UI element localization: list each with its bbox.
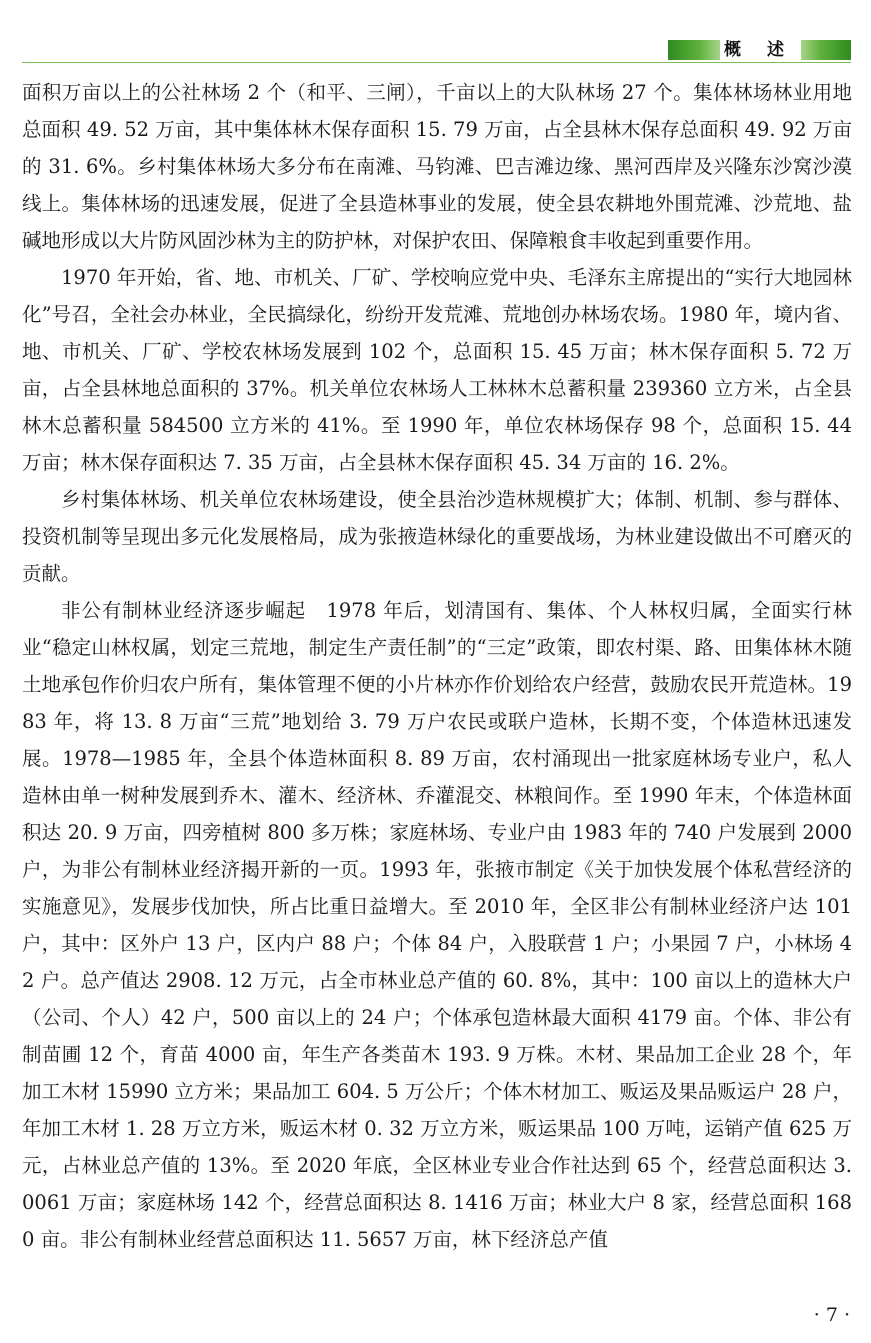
paragraph-4 <box>22 592 852 1258</box>
subheading-non-public-forestry: 非公有制林业经济逐步崛起 <box>61 599 307 622</box>
paragraph-1: 面积万亩以上的公社林场 2 个（和平、三闸），千亩以上的大队林场 27 个。集体林场林业用地总面积 49. 52 万亩，其中集体林木保存面积 15. 79 万亩，占全县林木保存总面积 49. 92 万亩的 31. 6%。乡村集体林场大多分布在南滩、马钧滩、巴吉滩边缘、黑河西岸及兴隆东沙窝沙漠线上。集体林场的迅速发展，促进了全县造林事业的发展，使全县农耕地外围荒滩、沙荒地、盐碱地形成以大片防风固沙林为主的防护林，对保护农田、保障粮食丰收起到重要作用。 <box>22 81 852 252</box>
header-decoration-left <box>668 40 720 60</box>
section-title: 概 述 <box>724 40 794 60</box>
running-header <box>668 40 851 60</box>
paragraph-2: 1970 年开始，省、地、市机关、厂矿、学校响应党中央、毛泽东主席提出的“实行大地园林化”号召，全社会办林业，全民搞绿化，纷纷开发荒滩、荒地创办林场农场。1980 年，境内省、地、市机关、厂矿、学校农林场发展到 102 个，总面积 15. 45 万亩；林木保存面积 5. 72 万亩，占全县林地总面积的 37%。机关单位农林场人工林林木总蓄积量 239360 立方米，占全县林木总蓄积量 584500 立方米的 41%。至 1990 年，单位农林场保存 98 个，总面积 15. 44 万亩；林木保存面积达 7. 35 万亩，占全县林木保存面积 45. 34 万亩的 16. 2%。 <box>22 266 852 474</box>
paragraph-3: 乡村集体林场、机关单位农林场建设，使全县治沙造林规模扩大；体制、机制、参与群体、投资机制等呈现出多元化发展格局，成为张掖造林绿化的重要战场，为林业建设做出不可磨灭的贡献。 <box>22 488 852 585</box>
header-decoration-right <box>801 40 851 60</box>
subheading-gap <box>306 599 326 622</box>
paragraph-4-text: 1978 年后，划清国有、集体、个人林权归属，全面实行林业“稳定山林权属，划定三荒地，制定生产责任制”的“三定”政策，即农村渠、路、田集体林木随土地承包作价归农户所有，集体管理不便的小片林亦作价划给农户经营，鼓励农民开荒造林。1983 年，将 13. 8 万亩“三荒”地划给 3. 79 万户农民或联户造林，长期不变，个体造林迅速发展。1978—1985 年，全县个体造林面积 8. 89 万亩，农村涌现出一批家庭林场专业户，私人造林由单一树种发展到乔木、灌木、经济林、乔灌混交、林粮间作。至 1990 年末，个体造林面积达 20. 9 万亩，四旁植树 800 多万株；家庭林场、专业户由 1983 年的 740 户发展到 2000 户，为非公有制林业经济揭开新的一页。1993 年，张掖市制定《关于加快发展个体私营经济的实施意见》，发展步伐加快，所占比重日益增大。至 2010 年，全区非公有制林业经济户达 101 户，其中：区外户 13 户，区内户 88 户；个体 84 户，入股联营 1 户；小果园 7 户，小林场 42 户。总产值达 2908. 12 万元，占全市林业总产值的 60. 8%，其中：100 亩以上的造林大户（公司、个人）42 户，500 亩以上的 24 户；个体承包造林最大面积 4179 亩。个体、非公有制苗圃 12 个，育苗 4000 亩，年生产各类苗木 193. 9 万株。木材、果品加工企业 28 个，年加工木材 15990 立方米；果品加工 604. 5 万公斤；个体木材加工、贩运及果品贩运户 28 户，年加工木材 1. 28 万立方米，贩运木材 0. 32 万立方米，贩运果品 100 万吨，运销产值 625 万元，占林业总产值的 13%。至 2020 年底，全区林业专业合作社达到 65 个，经营总面积达 3. 0061 万亩；家庭林场 142 个，经营总面积达 8. 1416 万亩；林业大户 8 家，经营总面积 1680 亩。非公有制林业经营总面积达 11. 5657 万亩，林下经济总产值 <box>22 599 852 1251</box>
header-divider <box>22 62 851 63</box>
body-text <box>22 74 852 1258</box>
page-number: · 7 · <box>813 1304 850 1326</box>
